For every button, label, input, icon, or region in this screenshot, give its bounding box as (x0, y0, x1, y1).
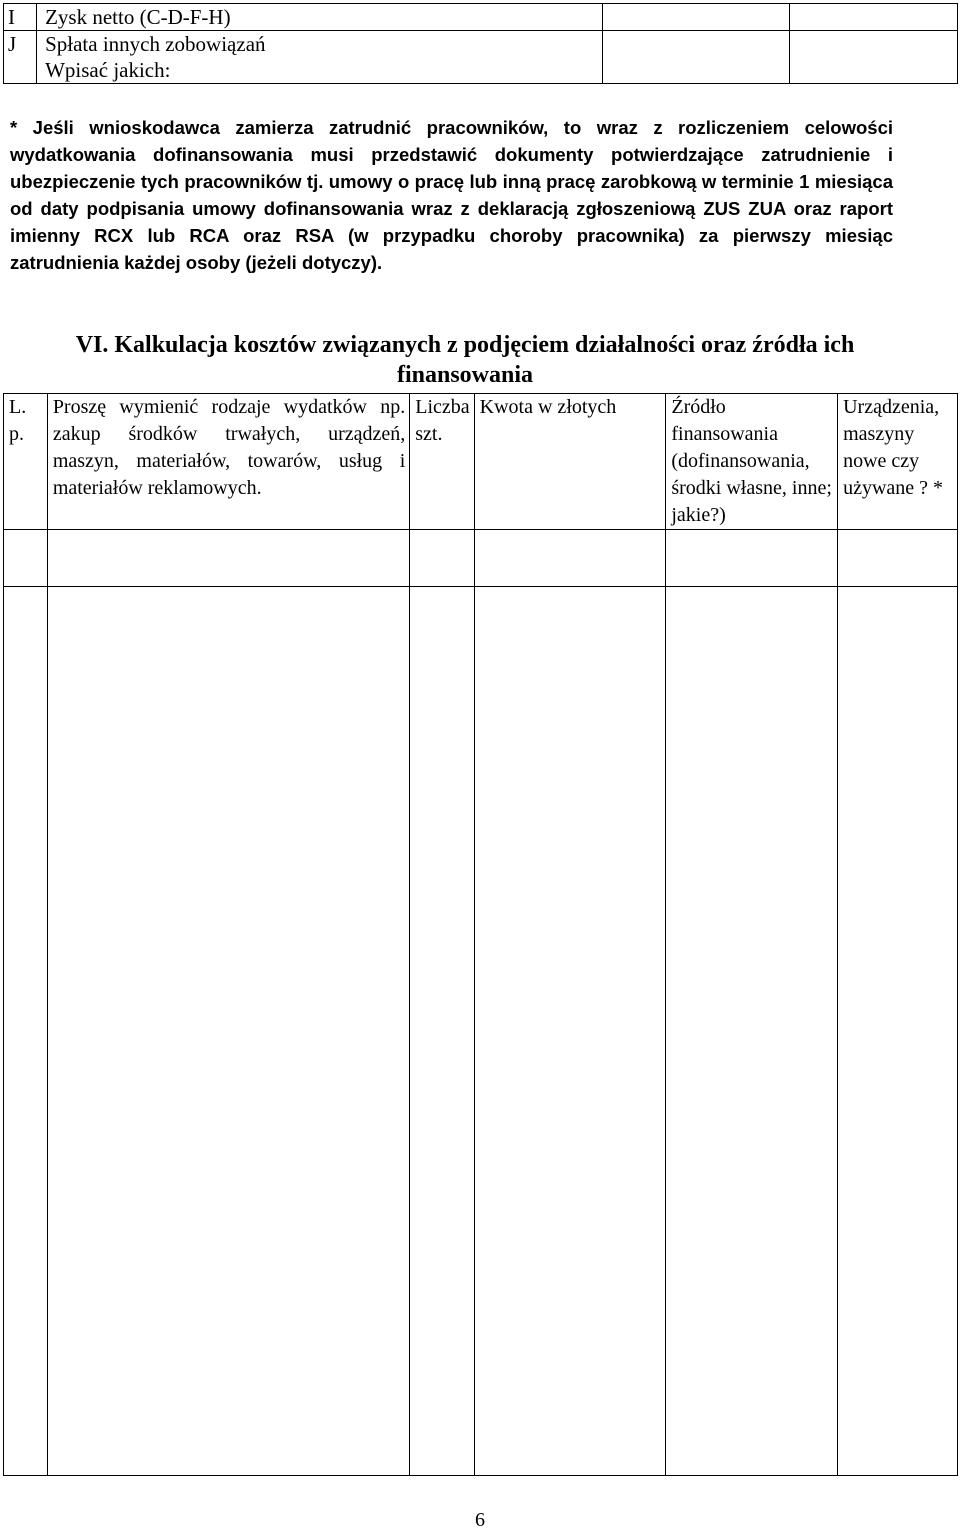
row-letter: J (4, 31, 37, 84)
cell[interactable] (47, 587, 409, 1476)
row-label-sub: Wpisać jakich: (45, 58, 171, 82)
header-amount: Kwota w złotych (474, 394, 666, 530)
cost-table-row (4, 587, 958, 1476)
cell[interactable] (410, 587, 474, 1476)
cell[interactable] (4, 530, 48, 587)
row-letter: I (4, 4, 37, 31)
section-heading: VI. Kalkulacja kosztów związanych z podjęciem działalności oraz źródła ich finansowania (75, 332, 855, 388)
cell[interactable] (474, 530, 666, 587)
value-cell[interactable] (602, 31, 790, 84)
summary-row-i (4, 4, 958, 31)
row-label (37, 4, 603, 31)
cell[interactable] (666, 530, 838, 587)
header-equipment-condition: Urządzenia, maszyny nowe czy używane ? * (838, 394, 958, 530)
cell[interactable] (4, 587, 48, 1476)
cell[interactable] (838, 530, 958, 587)
cost-table-row (4, 530, 958, 587)
page-number: 6 (475, 1509, 485, 1531)
header-funding-source: Źródło finansowania (dofinansowania, środki własne, inne; jakie?) (666, 394, 838, 530)
cell[interactable] (410, 530, 474, 587)
cell[interactable] (474, 587, 666, 1476)
value-cell[interactable] (790, 4, 958, 31)
header-lp: L. p. (4, 394, 48, 530)
row-label-text: Spłata innych zobowiązań (45, 32, 266, 56)
row-label (37, 31, 603, 84)
summary-table (3, 3, 958, 84)
value-cell[interactable] (602, 4, 790, 31)
cell[interactable] (47, 530, 409, 587)
value-cell[interactable] (790, 31, 958, 84)
header-quantity: Liczba szt. (410, 394, 474, 530)
row-label-text: Zysk netto (C-D-F-H) (45, 5, 231, 29)
cell[interactable] (838, 587, 958, 1476)
header-expense-type: Proszę wymienić rodzaje wydatków np. zakup środków trwałych, urządzeń, maszyn, materiałów, towarów, usług i materiałów reklamowych. (47, 394, 409, 530)
cost-table-header (4, 394, 958, 530)
cell[interactable] (666, 587, 838, 1476)
cost-table (3, 393, 958, 1476)
summary-row-j (4, 31, 958, 84)
footnote-paragraph: * Jeśli wnioskodawca zamierza zatrudnić pracowników, to wraz z rozliczeniem celowości wydatkowania dofinansowania musi przedstawić dokumenty potwierdzające zatrudnienie i ubezpieczenie tych pracowników tj. umowy o pracę lub inną pracę zarobkową w terminie 1 miesiąca od daty podpisania umowy dofinansowania wraz z deklaracją zgłoszeniową ZUS ZUA oraz raport imienny RCX lub RCA oraz RSA (w przypadku choroby pracownika) za pierwszy miesiąc zatrudnienia każdej osoby (jeżeli dotyczy). (10, 117, 893, 273)
